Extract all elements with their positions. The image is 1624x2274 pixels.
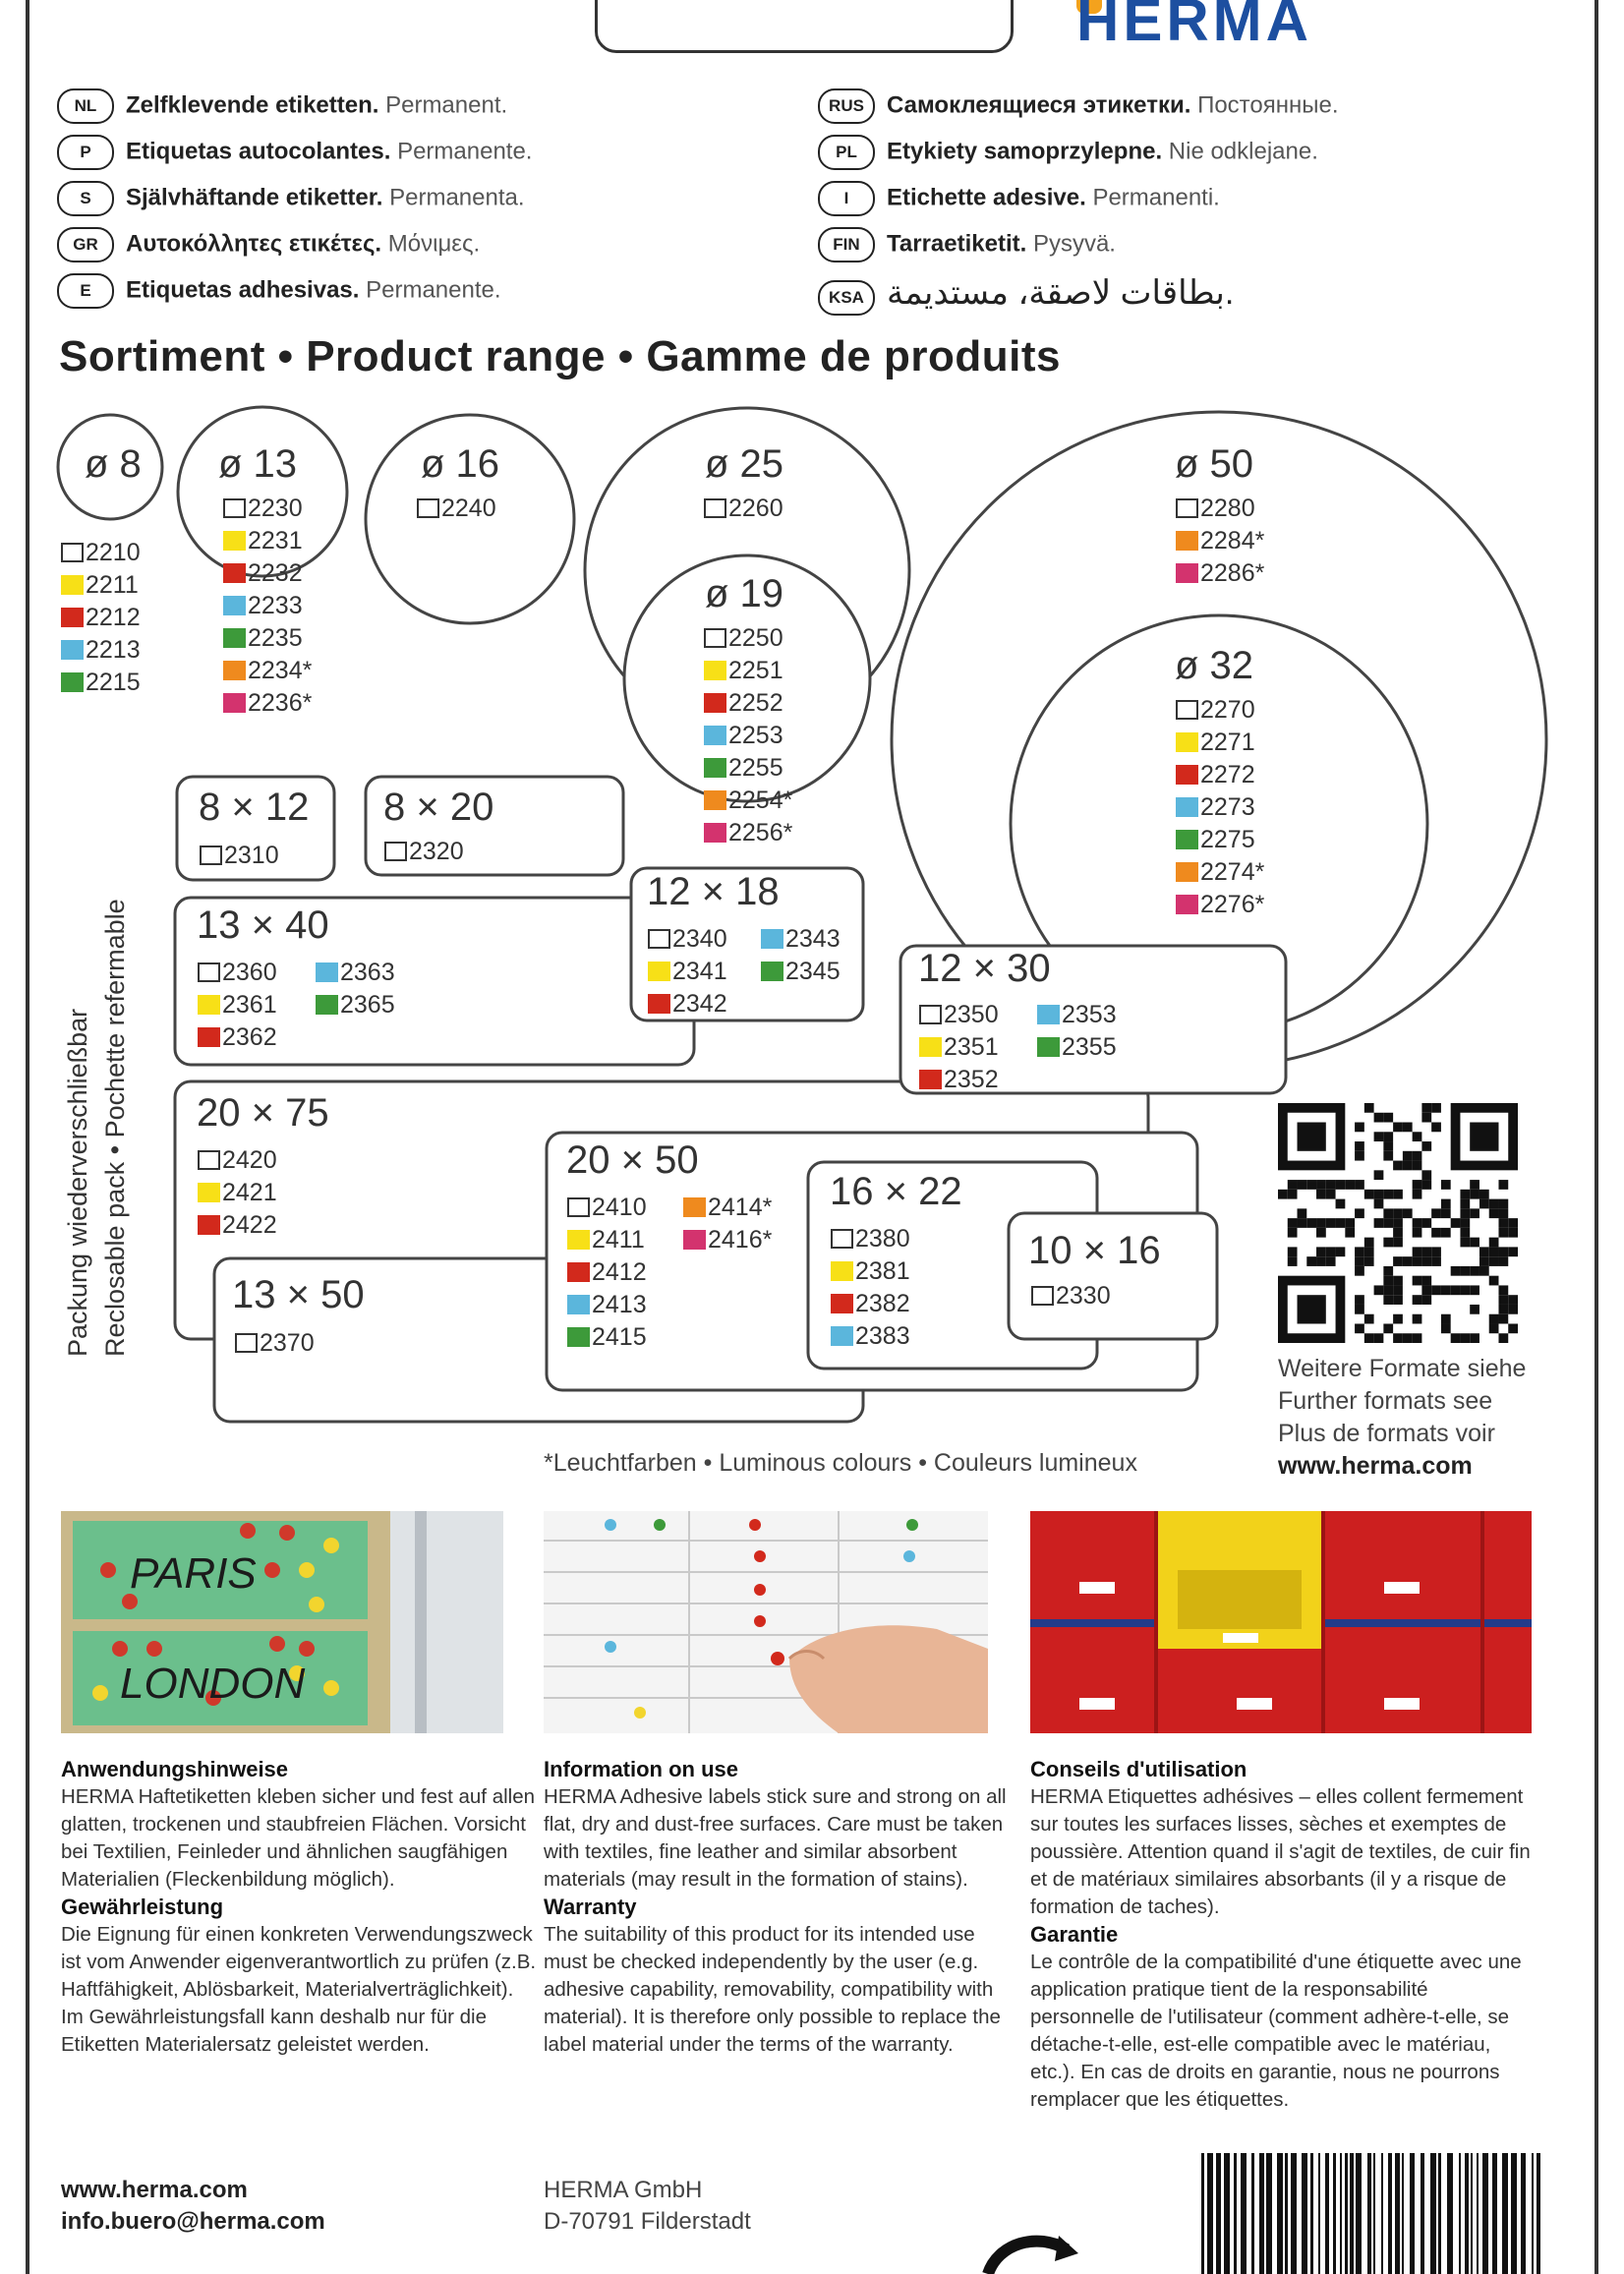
- warranty-text-en: The suitability of this product for its intended use must be checked independently by the user (e.g. adhesive capability, removability, compatibility with material). It is therefore only possible to replace the label material under the terms of the warranty.: [544, 1923, 1001, 2056]
- rect-size-label: 20 × 50: [566, 1138, 699, 1182]
- rect-size-label: 13 × 40: [197, 904, 329, 947]
- product-code: 2273: [1200, 793, 1255, 821]
- product-code: 2363: [340, 959, 395, 986]
- product-code: 2343: [785, 925, 841, 953]
- product-code: 2370: [260, 1329, 315, 1357]
- usage-text-en: HERMA Adhesive labels stick sure and strong on all flat, dry and dust-free surfaces. Care must be taken with textiles, fine leather and similar absorbent materials (may result in the formation of stains).: [544, 1785, 1007, 1891]
- product-code: 2413: [592, 1291, 647, 1318]
- product-code: 2340: [672, 925, 727, 953]
- language-note: Pysyvä.: [1032, 230, 1116, 258]
- product-code: 2421: [222, 1179, 277, 1206]
- product-code: 2360: [222, 959, 277, 986]
- swatch-white: [705, 629, 725, 647]
- swatch-white: [568, 1198, 589, 1216]
- swatch-blue: [568, 1296, 589, 1313]
- language-badge: NL: [57, 88, 114, 124]
- product-code: 2251: [728, 657, 783, 684]
- product-code: 2320: [409, 838, 464, 865]
- product-code: 2274*: [1200, 858, 1265, 886]
- swatch-green: [317, 996, 337, 1014]
- language-badge: P: [57, 135, 114, 170]
- circle-size-label: ø 25: [705, 442, 784, 486]
- language-badge: GR: [57, 227, 114, 262]
- further-en: Further formats see: [1278, 1387, 1493, 1415]
- swatch-green: [705, 759, 725, 777]
- product-code: 2276*: [1200, 891, 1265, 918]
- product-code: 2215: [86, 669, 141, 696]
- swatch-red: [920, 1071, 941, 1088]
- circle-size-label: ø 19: [705, 572, 784, 615]
- swatch-yellow: [199, 1184, 219, 1201]
- range-title: Sortiment • Product range • Gamme de produits: [59, 332, 1062, 380]
- product-code: 2260: [728, 495, 783, 522]
- product-code: 2415: [592, 1323, 647, 1351]
- swatch-pink: [684, 1231, 705, 1249]
- warranty-text-fr: Le contrôle de la compatibilité d'une étiquette avec une application pratique tient de la responsabilité personnelle de l'utilisateur (comment adhère-t-elle, se détache-t-elle, est-elle compatible avec le matériau, etc.). En cas de droits en garantie, nous ne pourrons remplacer que les étiquettes.: [1030, 1951, 1522, 2111]
- barcode: [1201, 2153, 1545, 2274]
- swatch-white: [224, 499, 245, 517]
- swatch-red: [199, 1028, 219, 1046]
- language-title: Zelfklevende etiketten.: [126, 91, 386, 119]
- product-code: 2383: [855, 1322, 910, 1350]
- language-note: Permanenta.: [389, 184, 525, 211]
- swatch-green: [62, 673, 83, 691]
- rect-size-label: 8 × 12: [199, 786, 310, 829]
- product-code: 2410: [592, 1194, 647, 1221]
- swatch-white: [832, 1230, 852, 1248]
- info-column-de: [61, 1756, 538, 2059]
- usage-heading-en: Information on use: [544, 1757, 738, 1781]
- swatch-yellow: [62, 576, 83, 594]
- further-formats: [1278, 1353, 1526, 1483]
- product-code: 2272: [1200, 761, 1255, 788]
- product-code: 2381: [855, 1257, 910, 1285]
- swatch-white: [649, 930, 669, 948]
- product-code: 2411: [592, 1226, 645, 1254]
- footer-address: [544, 2175, 751, 2238]
- language-title: Самоклеящиеся этикетки.: [887, 91, 1198, 119]
- paris-label: PARIS: [130, 1549, 257, 1598]
- product-code: 2362: [222, 1023, 277, 1051]
- footer-email-link[interactable]: info.buero@herma.com: [61, 2208, 325, 2235]
- usage-heading-de: Anwendungshinweise: [61, 1757, 289, 1781]
- product-code: 2310: [224, 842, 279, 869]
- product-code: 2212: [86, 604, 141, 631]
- swatch-blue: [1038, 1006, 1059, 1023]
- swatch-blue: [317, 963, 337, 981]
- warranty-heading-fr: Garantie: [1030, 1922, 1119, 1947]
- swatch-yellow: [199, 996, 219, 1014]
- swatch-white: [920, 1006, 941, 1023]
- swatch-blue: [705, 727, 725, 744]
- swatch-yellow: [920, 1038, 941, 1056]
- side-text-de: Packung wiederverschließbar: [63, 1008, 92, 1357]
- language-note: Permanente.: [366, 276, 501, 304]
- product-code: 2252: [728, 689, 783, 717]
- circle-size-label: ø 8: [85, 442, 142, 486]
- product-code: 2211: [86, 571, 139, 599]
- product-code: 2275: [1200, 826, 1255, 853]
- footer-contact: [61, 2175, 325, 2238]
- product-code: 2416*: [708, 1226, 773, 1254]
- rect-size-label: 12 × 30: [918, 947, 1051, 990]
- product-code: 2382: [855, 1290, 910, 1317]
- language-note: Permanent.: [385, 91, 508, 119]
- language-badge: I: [818, 181, 875, 216]
- rect-size-label: 10 × 16: [1028, 1229, 1161, 1272]
- language-note: Μόνιμες.: [387, 230, 481, 258]
- swatch-red: [199, 1216, 219, 1234]
- info-column-fr: [1030, 1756, 1532, 2114]
- swatch-yellow: [224, 532, 245, 550]
- product-code: 2240: [441, 495, 496, 522]
- footer-city: D-70791 Filderstadt: [544, 2208, 751, 2235]
- rect-size-label: 13 × 50: [232, 1273, 365, 1316]
- product-code: 2234*: [248, 657, 313, 684]
- product-code: 2230: [248, 495, 303, 522]
- herma-logo: HERMA: [1076, 0, 1312, 53]
- swatch-orange: [224, 662, 245, 679]
- warranty-heading-en: Warranty: [544, 1895, 637, 1919]
- swatch-yellow: [1177, 733, 1197, 751]
- product-code: 2342: [672, 990, 727, 1018]
- product-code: 2330: [1056, 1282, 1111, 1310]
- swatch-yellow: [568, 1231, 589, 1249]
- swatch-green: [224, 629, 245, 647]
- swatch-white: [201, 846, 221, 864]
- product-code: 2256*: [728, 819, 793, 846]
- product-code: 2236*: [248, 689, 313, 717]
- language-note: Permanente.: [397, 138, 533, 165]
- product-code: 2253: [728, 722, 783, 749]
- london-label: LONDON: [120, 1660, 306, 1708]
- language-badge: FIN: [818, 227, 875, 262]
- product-code: 2232: [248, 559, 303, 587]
- swatch-white: [418, 499, 438, 517]
- language-title: Etykiety samoprzylepne.: [887, 138, 1169, 165]
- photo-map-labels: [61, 1511, 503, 1733]
- swatch-red: [705, 694, 725, 712]
- swatch-blue: [224, 597, 245, 614]
- swatch-orange: [684, 1198, 705, 1216]
- swatch-green: [568, 1328, 589, 1346]
- swatch-green: [1038, 1038, 1059, 1056]
- product-code: 2254*: [728, 787, 793, 814]
- product-code: 2345: [785, 958, 841, 985]
- swatch-white: [1177, 499, 1197, 517]
- product-code: 2284*: [1200, 527, 1265, 554]
- language-note: Permanenti.: [1092, 184, 1220, 211]
- product-code: 2365: [340, 991, 395, 1019]
- product-code: 2213: [86, 636, 141, 664]
- swatch-white: [1177, 701, 1197, 719]
- product-code: 2361: [222, 991, 277, 1019]
- product-code: 2341: [672, 958, 727, 985]
- swatch-yellow: [832, 1262, 852, 1280]
- swatch-yellow: [705, 662, 725, 679]
- info-column-en: [544, 1756, 1014, 2059]
- further-de: Weitere Formate siehe: [1278, 1355, 1527, 1382]
- language-badge: PL: [818, 135, 875, 170]
- circle-size-label: ø 32: [1175, 644, 1254, 687]
- language-badge: S: [57, 181, 114, 216]
- footer-website-link[interactable]: www.herma.com: [61, 2177, 248, 2203]
- product-code: 2210: [86, 539, 141, 566]
- language-badge: KSA: [818, 280, 875, 316]
- language-note: Постоянные.: [1197, 91, 1339, 119]
- further-web: www.herma.com: [1278, 1452, 1473, 1480]
- swatch-red: [62, 609, 83, 626]
- swatch-white: [1032, 1287, 1053, 1305]
- swatch-red: [649, 995, 669, 1013]
- swatch-orange: [1177, 532, 1197, 550]
- language-title: Självhäftande etiketter.: [126, 184, 390, 211]
- usage-heading-fr: Conseils d'utilisation: [1030, 1757, 1247, 1781]
- product-code: 2235: [248, 624, 303, 652]
- reclosable-pack-note: [59, 899, 134, 1357]
- swatch-green: [762, 962, 783, 980]
- swatch-red: [832, 1295, 852, 1312]
- swatch-pink: [1177, 564, 1197, 582]
- side-text-en-fr: Reclosable pack • Pochette refermable: [100, 899, 130, 1357]
- rect-size-label: 8 × 20: [383, 786, 494, 829]
- swatch-red: [568, 1263, 589, 1281]
- swatch-white: [62, 544, 83, 561]
- swatch-white: [199, 963, 219, 981]
- swatch-orange: [1177, 863, 1197, 881]
- product-code: 2231: [248, 527, 303, 554]
- language-title: Etiquetas autocolantes.: [126, 138, 398, 165]
- swatch-yellow: [649, 962, 669, 980]
- recycle-arrow-icon: [968, 2232, 1086, 2274]
- product-code: 2271: [1200, 729, 1255, 756]
- language-title: بطاقات لاصقة، مستديمة.: [887, 274, 1235, 312]
- product-code: 2422: [222, 1211, 277, 1239]
- warranty-heading-de: Gewährleistung: [61, 1895, 224, 1919]
- usage-text-fr: HERMA Etiquettes adhésives – elles collent fermement sur toutes les surfaces lisses, sèches et exemptes de poussière. Attention quand il s'agit de textiles, de cuir fin et de matériaux similaires absorbants (il y a risque de formation de taches).: [1030, 1785, 1531, 1918]
- product-code: 2270: [1200, 696, 1255, 724]
- swatch-red: [1177, 766, 1197, 784]
- swatch-white: [236, 1334, 257, 1352]
- language-title: Tarraetiketit.: [887, 230, 1033, 258]
- product-code: 2351: [944, 1033, 999, 1061]
- further-fr: Plus de formats voir: [1278, 1420, 1495, 1447]
- luminous-note: *Leuchtfarben • Luminous colours • Couleurs lumineux: [544, 1449, 1137, 1477]
- product-code: 2233: [248, 592, 303, 619]
- product-code: 2350: [944, 1001, 999, 1028]
- swatch-blue: [762, 930, 783, 948]
- swatch-white: [705, 499, 725, 517]
- product-code: 2355: [1062, 1033, 1117, 1061]
- swatch-pink: [705, 824, 725, 842]
- product-code: 2420: [222, 1146, 277, 1174]
- circle-size-label: ø 50: [1175, 442, 1254, 486]
- footer-company: HERMA GmbH: [544, 2177, 703, 2203]
- swatch-white: [199, 1151, 219, 1169]
- rect-size-label: 20 × 75: [197, 1091, 329, 1135]
- product-code: 2353: [1062, 1001, 1117, 1028]
- swatch-blue: [62, 641, 83, 659]
- product-code: 2286*: [1200, 559, 1265, 587]
- usage-text-de: HERMA Haftetiketten kleben sicher und fest auf allen glatten, trockenen und staubfreien Flächen. Vorsicht bei Textilien, Feinleder und ähnlichen saugfähigen Materialien (Fleckenbildung möglich).: [61, 1785, 536, 1891]
- language-title: Etiquetas adhesivas.: [126, 276, 367, 304]
- language-title: Αυτοκόλλητες ετικέτες.: [126, 230, 388, 258]
- rect-size-label: 12 × 18: [647, 870, 780, 913]
- product-code: 2255: [728, 754, 783, 782]
- swatch-blue: [832, 1327, 852, 1345]
- warranty-text-de: Die Eignung für einen konkreten Verwendungszweck ist vom Anwender eigenverantwortlich zu prüfen (z.B. Haftfähigkeit, Ablösbarkeit, Materialverträglichkeit). Im Gewährleistungsfall kann deshalb nur für die Etiketten Materialersatz geleistet werden.: [61, 1923, 537, 2056]
- swatch-red: [224, 564, 245, 582]
- photo-hand-list: [544, 1511, 988, 1733]
- qr-code: [1278, 1103, 1518, 1343]
- rect-size-label: 16 × 22: [830, 1170, 962, 1213]
- circle-size-label: ø 13: [218, 442, 298, 486]
- swatch-blue: [1177, 798, 1197, 816]
- swatch-white: [385, 843, 406, 860]
- photo-storage-bins: [1030, 1511, 1532, 1733]
- language-title: Etichette adesive.: [887, 184, 1093, 211]
- language-badge: E: [57, 273, 114, 309]
- swatch-pink: [224, 694, 245, 712]
- product-code: 2412: [592, 1258, 647, 1286]
- product-code: 2250: [728, 624, 783, 652]
- circle-size-label: ø 16: [421, 442, 500, 486]
- product-code: 2414*: [708, 1194, 773, 1221]
- swatch-pink: [1177, 896, 1197, 913]
- product-code: 2380: [855, 1225, 910, 1253]
- product-code: 2352: [944, 1066, 999, 1093]
- swatch-orange: [705, 791, 725, 809]
- language-note: Nie odklejane.: [1168, 138, 1318, 165]
- product-code: 2280: [1200, 495, 1255, 522]
- swatch-green: [1177, 831, 1197, 848]
- language-badge: RUS: [818, 88, 875, 124]
